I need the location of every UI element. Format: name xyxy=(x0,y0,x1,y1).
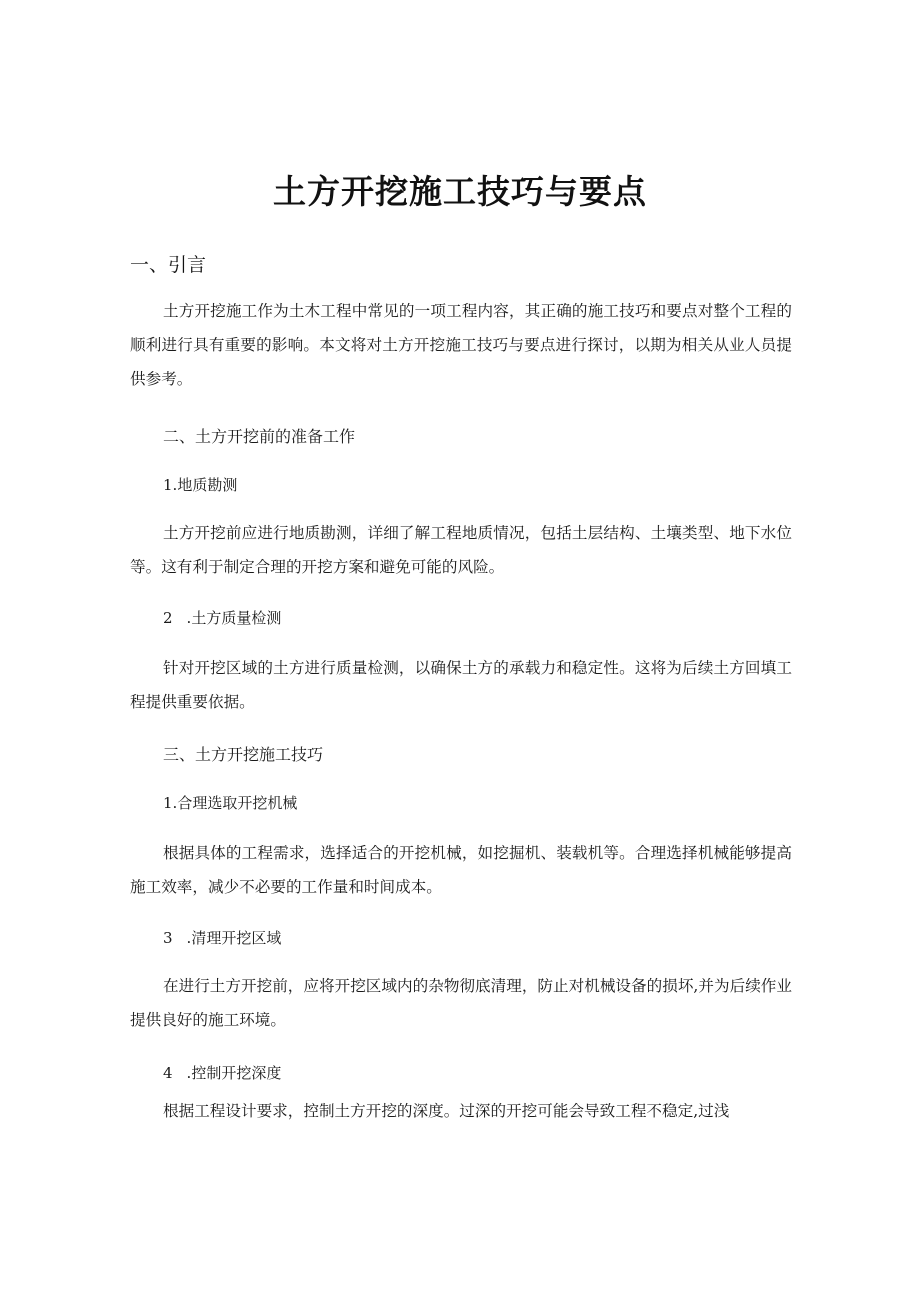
subheading-title: .土方质量检测 xyxy=(186,609,282,627)
subheading-soil-quality xyxy=(163,607,281,628)
section-heading-intro: 一、引言 xyxy=(130,254,207,276)
subheading-geological-survey xyxy=(163,474,237,495)
subheading-title: .清理开挖区域 xyxy=(186,929,282,947)
subheading-clear-area xyxy=(163,927,281,948)
subheading-number: 1. xyxy=(163,794,178,812)
subheading-depth-control xyxy=(163,1062,281,1083)
subheading-title: 地质勘测 xyxy=(177,476,238,494)
section-heading-techniques: 三、土方开挖施工技巧 xyxy=(163,745,324,764)
section-heading-prep: 二、土方开挖前的准备工作 xyxy=(163,427,356,446)
document-title: 土方开挖施工技巧与要点 xyxy=(273,172,647,211)
clear-area-paragraph: 在进行土方开挖前，应将开挖区域内的杂物彻底清理，防止对机械设备的损坏,并为后续作业提供良好的施工环境。 xyxy=(130,977,792,1029)
subheading-title: .控制开挖深度 xyxy=(186,1064,282,1082)
intro-paragraph: 土方开挖施工作为土木工程中常见的一项工程内容，其正确的施工技巧和要点对整个工程的顺利进行具有重要的影响。本文将对土方开挖施工技巧与要点进行探讨，以期为相关从业人员提供参考。 xyxy=(130,302,792,388)
depth-control-paragraph: 根据工程设计要求，控制土方开挖的深度。过深的开挖可能会导致工程不稳定,过浅 xyxy=(163,1102,730,1120)
subheading-title: 合理选取开挖机械 xyxy=(177,794,298,812)
subheading-number: 1. xyxy=(163,476,178,494)
machinery-paragraph: 根据具体的工程需求，选择适合的开挖机械，如挖掘机、装载机等。合理选择机械能够提高施工效率，减少不必要的工作量和时间成本。 xyxy=(130,844,792,896)
soil-quality-paragraph: 针对开挖区域的土方进行质量检测，以确保土方的承载力和稳定性。这将为后续土方回填工程提供重要依据。 xyxy=(130,659,792,711)
subheading-number: 4 xyxy=(163,1064,173,1082)
subheading-machinery xyxy=(163,792,297,813)
subheading-number: 2 xyxy=(163,609,173,627)
subheading-number: 3 xyxy=(163,929,173,947)
geological-survey-paragraph: 土方开挖前应进行地质勘测，详细了解工程地质情况，包括土层结构、土壤类型、地下水位等。这有利于制定合理的开挖方案和避免可能的风险。 xyxy=(130,524,792,576)
